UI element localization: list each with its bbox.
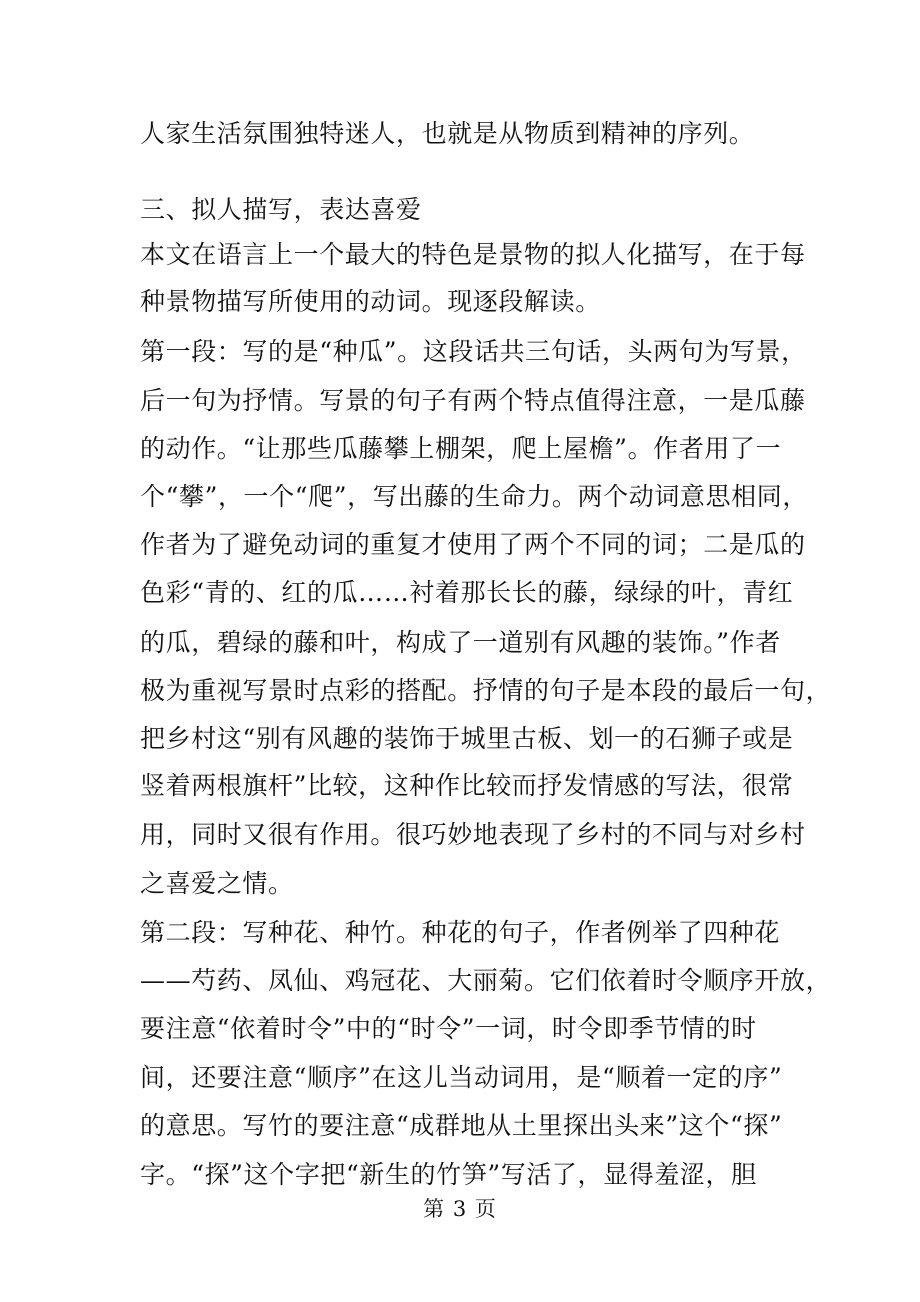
page-number: 第 3 页 [423,1197,497,1221]
text-line: 种景物描写所使用的动词。现逐段解读。 [140,287,601,316]
section-heading: 三、拟人描写，表达喜爱 [140,195,422,224]
text-line: 极为重视写景时点彩的搭配。抒情的句子是本段的最后一句， [140,676,832,705]
text-line: 字。“探”这个字把“新生的竹笋”写活了，显得羞涩，胆 [140,1160,757,1189]
text-line: 的瓜，碧绿的藤和叶，构成了一道别有风趣的装饰。”作者 [140,628,781,657]
text-line: ——芍药、凤仙、鸡冠花、大丽菊。它们依着时令顺序开放， [140,966,832,995]
text-line: 要注意“依着时令”中的“时令”一词，时令即季节情的时 [140,1014,757,1043]
text-line: 作者为了避免动词的重复才使用了两个不同的词；二是瓜的 [140,530,806,559]
text-line: 人家生活氛围独特迷人，也就是从物质到精神的序列。 [140,119,755,148]
text-line: 本文在语言上一个最大的特色是景物的拟人化描写，在于每 [140,240,806,269]
text-line: 之喜爱之情。 [140,869,294,898]
text-line: 把乡村这“别有风趣的装饰于城里古板、划一的石狮子或是 [140,724,794,753]
text-line: 用，同时又很有作用。很巧妙地表现了乡村的不同与对乡村 [140,820,806,849]
text-line: 个“攀”，一个“爬”，写出藤的生命力。两个动词意思相同， [140,482,808,511]
text-line: 的动作。“让那些瓜藤攀上棚架，爬上屋檐”。作者用了一 [140,434,782,463]
text-line: 的意思。写竹的要注意“成群地从土里探出头来”这个“探” [140,1111,783,1140]
text-line: 竖着两根旗杆”比较，这种作比较而抒发情感的写法，很常 [140,771,794,800]
text-line: 间，还要注意“顺序”在这儿当动词用，是“顺着一定的序” [140,1063,783,1092]
text-line: 第一段：写的是“种瓜”。这段话共三句话，头两句为写景， [140,337,807,366]
text-line: 后一句为抒情。写景的句子有两个特点值得注意，一是瓜藤 [140,386,806,415]
text-line: 色彩“青的、红的瓜……衬着那长长的藤，绿绿的叶，青红 [140,578,794,607]
text-line: 第二段：写种花、种竹。种花的句子，作者例举了四种花 [140,918,781,947]
